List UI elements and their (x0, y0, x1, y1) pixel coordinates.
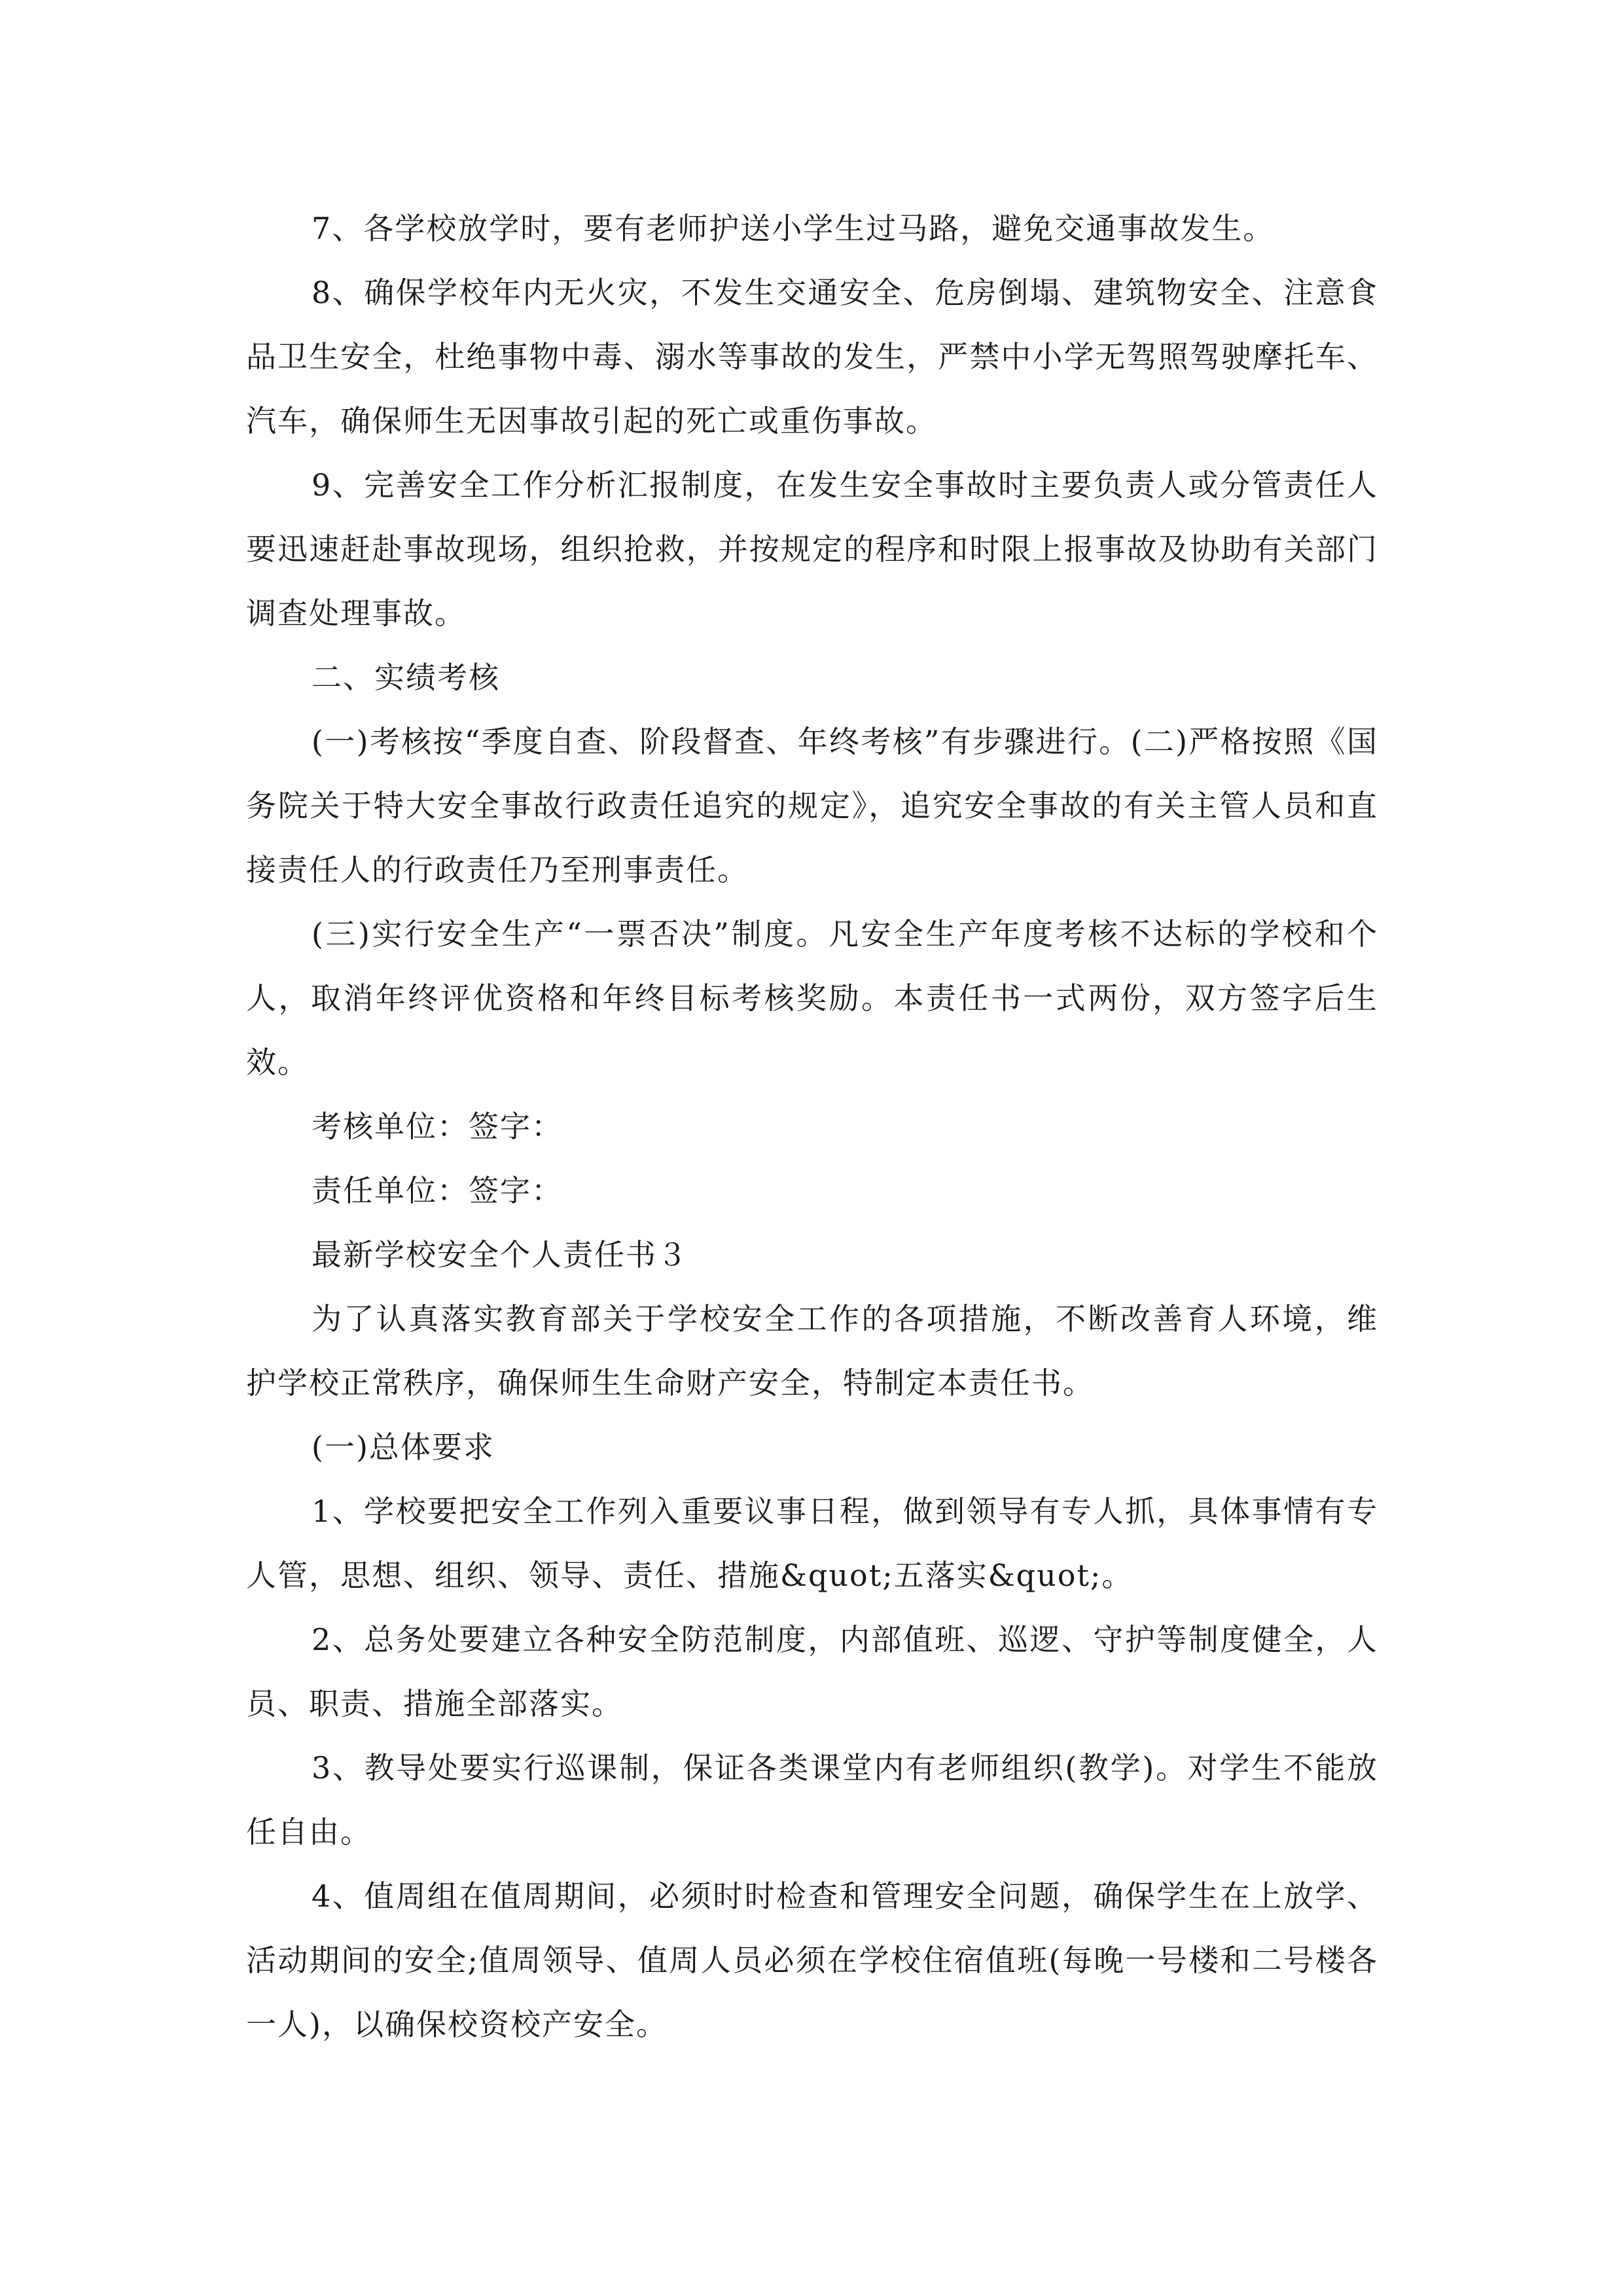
paragraph-requirement-1: 1、学校要把安全工作列入重要议事日程，做到领导有专人抓，具体事情有专人管，思想、组织、领导、责任、措施&quot;五落实&quot;。 (246, 1494, 1378, 1593)
paragraph-assessment-1-2: (一)考核按“季度自查、阶段督查、年终考核”有步骤进行。(二)严格按照《国务院关于特大安全事故行政责任追究的规定》，追究安全事故的有关主管人员和直接责任人的行政责任乃至刑事责任。 (246, 724, 1378, 888)
paragraph-requirement-4: 4、值周组在值周期间，必须时时检查和管理安全问题，确保学生在上放学、活动期间的安全;值周领导、值周人员必须在学校住宿值班(每晚一号楼和二号楼各一人)，以确保校资校产安全。 (246, 1878, 1378, 2042)
paragraph-intro: 为了认真落实教育部关于学校安全工作的各项措施，不断改善育人环境，维护学校正常秩序，确保师生生命财产安全，特制定本责任书。 (246, 1301, 1378, 1401)
paragraph-item-9: 9、完善安全工作分析汇报制度，在发生安全事故时主要负责人或分管责任人要迅速赶赴事故现场，组织抢救，并按规定的程序和时限上报事故及协助有关部门调查处理事故。 (246, 467, 1378, 631)
section-heading-requirements: (一)总体要求 (312, 1429, 495, 1465)
document-subtitle: 最新学校安全个人责任书３ (312, 1237, 688, 1272)
paragraph-requirement-2: 2、总务处要建立各种安全防范制度，内部值班、巡逻、守护等制度健全，人员、职责、措施全部落实。 (246, 1622, 1378, 1721)
paragraph-requirement-3: 3、教导处要实行巡课制，保证各类课堂内有老师组织(教学)。对学生不能放任自由。 (246, 1750, 1378, 1850)
signature-line-assessor: 考核单位：签字： (312, 1109, 563, 1144)
paragraph-assessment-3: (三)实行安全生产“一票否决”制度。凡安全生产年度考核不达标的学校和个人，取消年终评优资格和年终目标考核奖励。本责任书一式两份，双方签字后生效。 (246, 916, 1378, 1080)
paragraph-item-8: 8、确保学校年内无火灾，不发生交通安全、危房倒塌、建筑物安全、注意食品卫生安全，杜绝事物中毒、溺水等事故的发生，严禁中小学无驾照驾驶摩托车、汽车，确保师生无因事故引起的死亡或重伤事故。 (246, 275, 1378, 439)
signature-line-responsible: 责任单位：签字： (312, 1173, 563, 1208)
document-body (246, 196, 1378, 2056)
section-heading-assessment: 二、实绩考核 (312, 660, 500, 695)
paragraph-item-7: 7、各学校放学时，要有老师护送小学生过马路，避免交通事故发生。 (312, 211, 1275, 246)
